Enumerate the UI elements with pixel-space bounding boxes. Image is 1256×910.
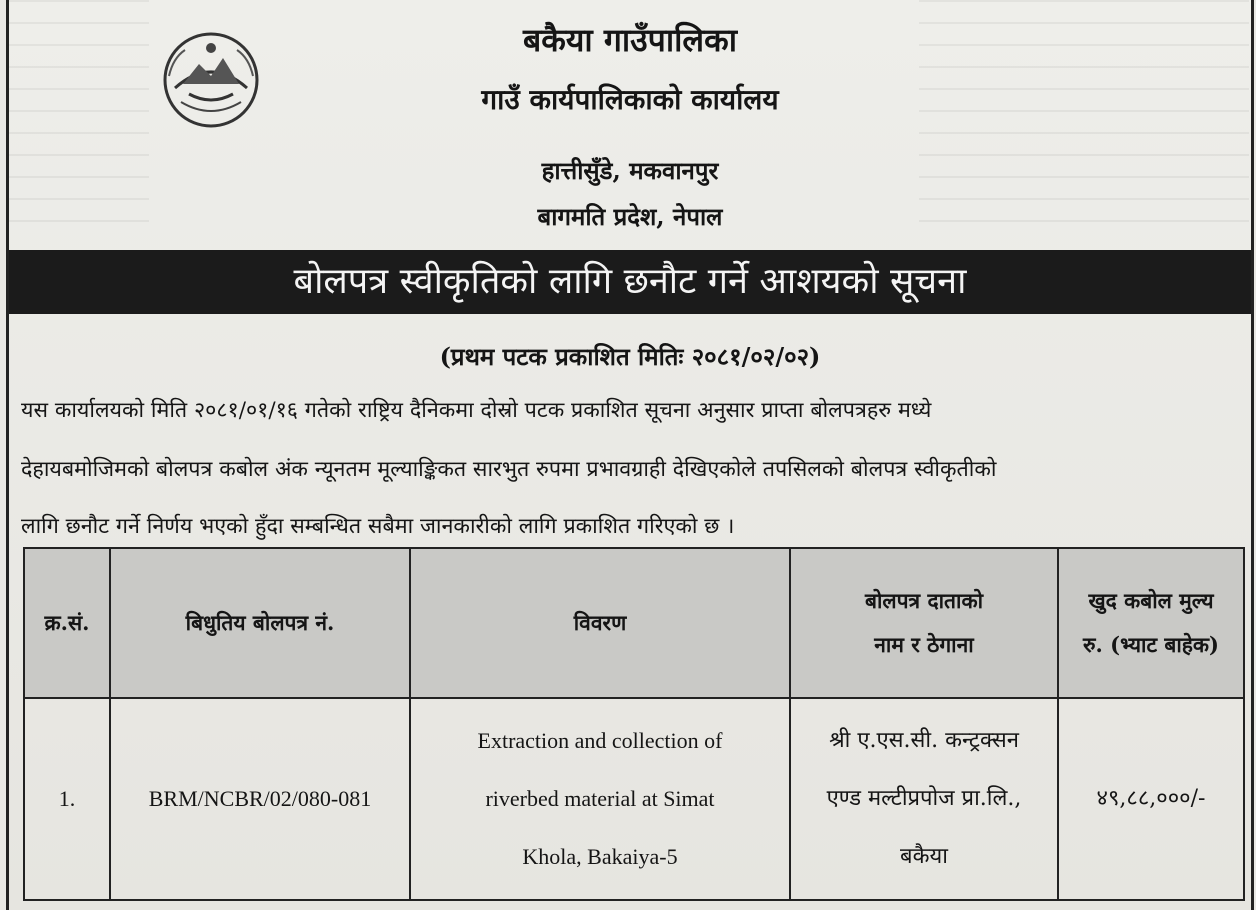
cell-sn: 1. [24,698,110,900]
description-line-1: Extraction and collection of [477,728,723,753]
header-description: विवरण [410,548,790,698]
notice-title-banner: बोलपत्र स्वीकृतिको लागि छनौट गर्ने आशयको सूचना [9,250,1251,314]
header-bid-number: बिधुतिय बोलपत्र नं. [110,548,410,698]
office-subtitle: गाउँ कार्यपालिकाको कार्यालय [481,83,779,116]
cell-bid-number: BRM/NCBR/02/080-081 [110,698,410,900]
table-row [24,698,1244,900]
header-amount-line-1: खुद कबोल मुल्य [1088,588,1214,613]
bid-table [23,547,1245,901]
office-name: बकैया गाउँपालिका [523,21,737,59]
bidder-line-2: एण्ड मल्टीप्रपोज प्रा.लि., [826,786,1022,811]
notice-body-line-3: लागि छनौट गर्ने निर्णय भएको हुँदा सम्बन्धित सबैमा जानकारीको लागि प्रकाशित गरिएको छ । [21,514,735,539]
header-amount-line-2: रु. (भ्याट बाहेक) [1082,632,1219,657]
header-amount [1058,548,1244,698]
office-address: हात्तीसुँडे, मकवानपुर [541,156,719,185]
header-bidder-line-1: बोलपत्र दाताको [864,588,984,613]
office-header [9,0,1251,248]
description-line-3: Khola, Bakaiya-5 [522,844,678,869]
office-province: बागमति प्रदेश, नेपाल [537,202,723,231]
table-header-row [24,548,1244,698]
bidder-line-1: श्री ए.एस.सी. कन्ट्रक्सन [829,728,1019,753]
cell-amount: ४९,८८,०००/- [1058,698,1244,900]
notice-body-line-1: यस कार्यालयको मिति २०८१/०१/१६ गतेको राष्ट्रिय दैनिकमा दोस्रो पटक प्रकाशित सूचना अनुसार प्राप्ता बोलपत्रहरु मध्ये [21,398,932,423]
header-sn: क्र.सं. [24,548,110,698]
notice-body-line-2: देहायबमोजिमको बोलपत्र कबोल अंक न्यूनतम मूल्याङ्किकत सारभुत रुपमा प्रभावग्राही देखिएकोले तपसिलको बोलपत्र स्वीकृतीको [21,457,997,482]
header-bidder [790,548,1058,698]
first-published-date: (प्रथम पटक प्रकाशित मितिः २०८१/०२/०२) [439,342,821,371]
description-line-2: riverbed material at Simat [485,786,715,811]
header-bidder-line-2: नाम र ठेगाना [874,632,974,657]
cell-bidder [790,698,1058,900]
cell-description [410,698,790,900]
bidder-line-3: बकैया [900,844,948,869]
notice-sheet [6,0,1254,910]
